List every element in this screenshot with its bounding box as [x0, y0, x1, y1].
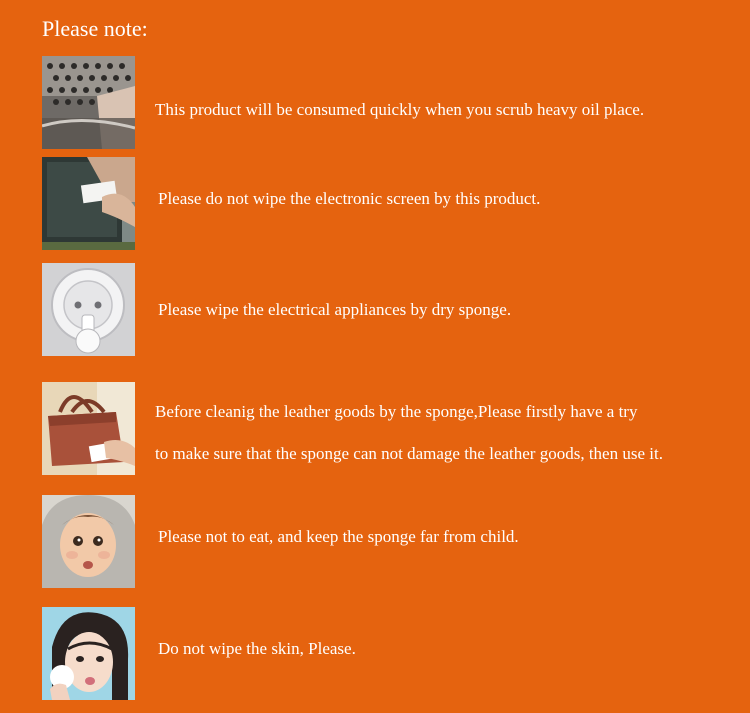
- grater-scrub-photo-icon: [42, 56, 135, 149]
- note-text-1: This product will be consumed quickly when you scrub heavy oil place.: [155, 100, 645, 119]
- power-socket-photo-icon: [42, 263, 135, 356]
- screen-wipe-photo-icon: [42, 157, 135, 250]
- page-title: Please note:: [42, 16, 148, 41]
- note-text-4b: to make sure that the sponge can not damage the leather goods, then use it.: [155, 444, 663, 463]
- note-text-6: Do not wipe the skin, Please.: [158, 639, 356, 658]
- note-text-3: Please wipe the electrical appliances by dry sponge.: [158, 300, 512, 319]
- note-text-4a: Before cleanig the leather goods by the sponge,Please firstly have a try: [155, 402, 638, 421]
- note-text-5: Please not to eat, and keep the sponge far from child.: [158, 527, 519, 546]
- child-photo-icon: [42, 495, 135, 588]
- woman-face-photo-icon: [42, 607, 135, 700]
- leather-bag-photo-icon: [42, 382, 135, 475]
- note-text-2: Please do not wipe the electronic screen by this product.: [158, 189, 541, 208]
